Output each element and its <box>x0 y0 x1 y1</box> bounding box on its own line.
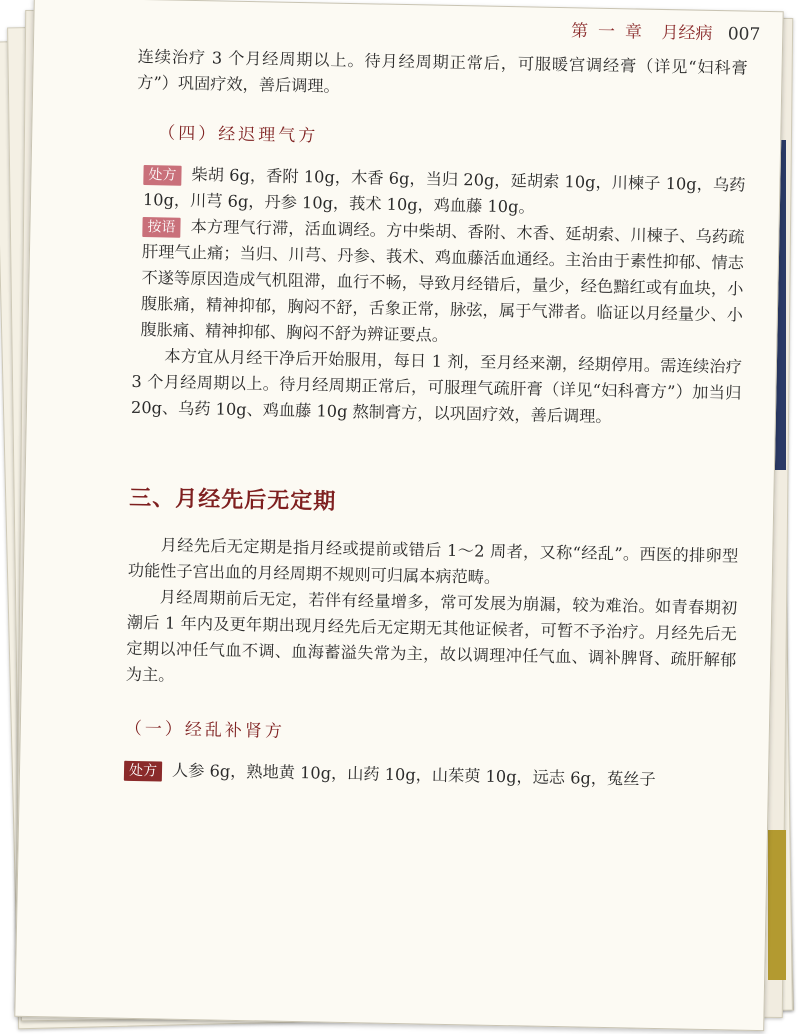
treatment-paragraph: 月经周期前后无定，若伴有经量增多，常可发展为崩漏，较为难治。如青春期初潮后 1 年内及更年期出现月经先后无定期无其他证候者，可暂不予治疗。月经先后无定期以冲任气血不调、血海蓄溢失常为主，故以调理冲任气血、调补脾肾、疏肝解郁为主。 <box>125 587 738 685</box>
prescription-block-2 <box>124 757 734 795</box>
prescription-tag-2: 处方 <box>124 761 162 782</box>
page-content <box>124 44 748 795</box>
running-header <box>571 16 761 45</box>
definition-paragraph: 月经先后无定期是指月经或提前或错后 1～2 周者，又称“经乱”。西医的排卵型功能性子宫出血的月经周期不规则可归属本病范畴。 <box>127 535 739 587</box>
chapter-section-heading: 三、月经先后无定期 <box>129 484 337 515</box>
chapter-title: 月经病 <box>661 22 713 44</box>
prescription-text-2: 人参 6g，熟地黄 10g，山药 10g，山茱萸 10g，远志 6g，菟丝子 <box>171 760 656 789</box>
chapter-label: 第一章 <box>570 21 653 43</box>
usage-paragraph: 本方宜从月经干净后开始服用，每日 1 剂，至月经来潮，经期停用。需连续治疗 3 个月经周期以上。待月经周期正常后，可服理气疏肝膏（详见“妇科膏方”）加当归 20g、乌药 10g、鸡血藤 10g 熬制膏方，以巩固疗效，善后调理。 <box>130 346 743 427</box>
prescription-text: 柴胡 6g，香附 10g，木香 6g，当归 20g，延胡索 10g，川楝子 10g，乌药 10g，川芎 6g，丹参 10g，莪术 10g，鸡血藤 10g。 <box>142 164 746 217</box>
note-tag: 按语 <box>142 217 180 238</box>
section-heading-jingchi: （四）经迟理气方 <box>158 123 319 147</box>
page-number: 007 <box>727 24 761 45</box>
note-text: 本方理气行滞，活血调经。方中柴胡、香附、木香、延胡索、川楝子、乌药疏肝理气止痛；当归、川芎、丹参、莪术、鸡血藤活血通经。主治由于素性抑郁、情志不遂等原因造成气机阻滞，血行不畅，导致月经错后，量少，经色黯红或有血块，小腹胀痛，精神抑郁，胸闷不舒，舌象正常，脉弦，属于气滞者。临证以月经量少、小腹胀痛、精神抑郁、胸闷不舒为辨证要点。 <box>140 216 745 345</box>
cover-edge-gold <box>768 830 786 980</box>
prescription-tag: 处方 <box>143 165 181 186</box>
section-heading-jingluan: （一）经乱补肾方 <box>124 718 285 742</box>
paragraph-continued: 连续治疗 3 个月经周期以上。待月经周期正常后，可服暖宫调经膏（详见“妇科膏方”）巩固疗效，善后调理。 <box>137 46 748 96</box>
note-block <box>140 213 744 355</box>
book-page <box>14 0 783 1031</box>
